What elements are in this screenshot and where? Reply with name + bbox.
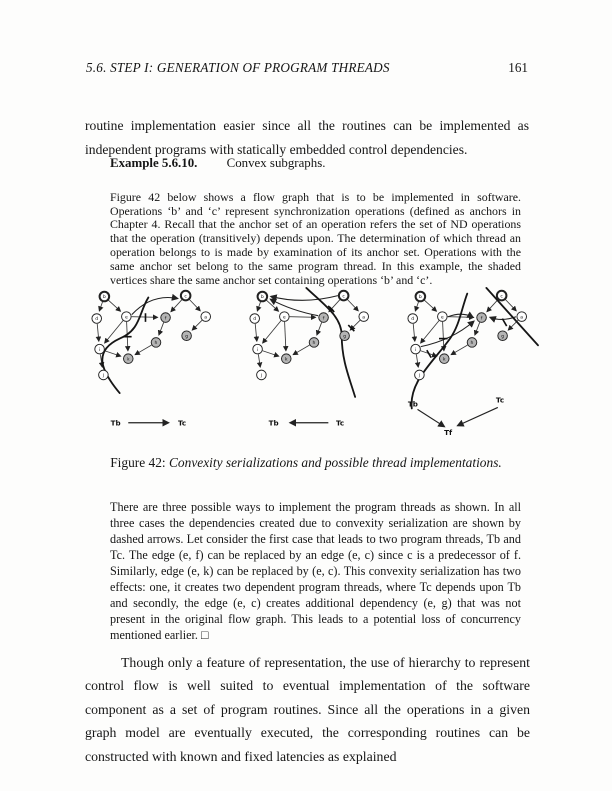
edge-f-h: [475, 322, 480, 334]
figure-caption: [0, 455, 612, 471]
node-label-g: g: [185, 334, 189, 340]
node-label-b: b: [102, 295, 106, 301]
node-label-d: d: [253, 317, 257, 323]
example-discussion: There are three possible ways to implement the program threads as shown. In all three cases the dependencies created due to convexity serialization are shown by dashed arrows. Let consider the first case that leads to two program threads, Tb and Tc. The edge (e, f) can be replaced by an edge (e, c) since c is a predecessor of f. Similarly, edge (e, k) can be replaced by (e, c). This convexity serialization has two effects: one, it creates two dependent program threads, where Tc depends upon Tb and secondly, the edge (e, c) creates additional dependency (e, g) that was not present in the original flow graph. This leads to a potential loss of concurrency mentioned earlier. □: [110, 500, 521, 643]
thread-label-merged: Tf: [444, 428, 453, 438]
edge-d-i: [413, 324, 415, 341]
edge-c-f: [171, 299, 182, 311]
node-label-g: g: [501, 334, 505, 340]
thread-label-left: Tb: [110, 418, 121, 428]
edge-i-j: [258, 354, 260, 367]
node-label-k: k: [284, 357, 288, 363]
edge-d-i: [255, 324, 257, 341]
edge-b-d: [99, 301, 102, 310]
edge-c-a: [189, 299, 200, 310]
edge-i-k: [263, 351, 279, 356]
serialization-arrow-c-b: [271, 296, 338, 301]
node-label-k: k: [442, 357, 446, 363]
thread-label-right: Tc: [177, 418, 187, 428]
node-label-d: d: [411, 317, 415, 323]
edge-c-a: [347, 299, 358, 310]
node-label-c: c: [500, 294, 503, 300]
edge-b-e: [266, 300, 278, 311]
node-label-f: f: [322, 316, 325, 322]
edge-i-k: [105, 351, 121, 356]
node-label-d: d: [95, 317, 99, 323]
node-label-f: f: [480, 316, 483, 322]
node-label-h: h: [154, 341, 158, 347]
page-header: [86, 60, 528, 76]
node-label-j: j: [418, 373, 421, 379]
page-number: 161: [508, 60, 528, 75]
node-label-i: i: [256, 347, 259, 353]
edge-h-k: [451, 345, 467, 354]
edge-b-e: [424, 300, 436, 311]
node-label-h: h: [312, 341, 316, 347]
thread-merge-arrow-right: [458, 407, 498, 425]
edge-e-i: [421, 321, 439, 343]
node-label-k: k: [126, 357, 130, 363]
node-label-a: a: [362, 315, 366, 321]
edge-f-h: [317, 322, 322, 334]
edge-h-k: [135, 345, 151, 354]
edge-c-f: [487, 299, 498, 311]
example-body: Figure 42 below shows a flow graph that is to be implemented in software. Operations ‘b’ and ‘c’ represent synchronization operations (defined as anchors in Chapter 4. Recall that the anchor set of an operation refers the set of ND operations that the operation (transitively) depends upon. The determination of which thread an operation belongs to is made by examination of its anchor set. Operations with the same anchor set belong to the same program thread. In this example, the shaded vertices share the same anchor set containing operations ‘b’ and ‘c’.: [110, 189, 521, 287]
edge-e-f: [132, 317, 158, 318]
edge-i-j: [416, 354, 418, 367]
edge-d-i: [97, 324, 99, 341]
flow-graph-case-2: [246, 286, 404, 439]
edge-f-h: [159, 322, 164, 334]
edge-e-i: [263, 321, 281, 343]
node-label-c: c: [184, 294, 187, 300]
node-label-c: c: [342, 294, 345, 300]
node-label-b: b: [418, 295, 422, 301]
edge-b-d: [415, 301, 418, 310]
node-label-e: e: [282, 315, 286, 321]
example-heading: [110, 156, 521, 171]
node-label-e: e: [440, 315, 444, 321]
intro-paragraph: routine implementation easier since all the routines can be implemented as independent programs with statically embedded control dependencies.: [85, 117, 529, 158]
node-label-j: j: [102, 373, 105, 379]
serialization-arrow-f-b: [271, 299, 319, 315]
node-label-a: a: [204, 315, 208, 321]
node-label-f: f: [164, 316, 167, 322]
node-label-b: b: [260, 295, 264, 301]
edge-b-d: [257, 301, 260, 310]
node-label-h: h: [470, 341, 474, 347]
edge-c-a: [505, 299, 516, 310]
edge-a-g: [192, 320, 202, 330]
node-label-e: e: [124, 315, 128, 321]
node-label-a: a: [520, 315, 524, 321]
edge-b-e: [108, 300, 120, 311]
thread-merge-arrow-left: [417, 409, 444, 426]
thread-label-right: Tc: [335, 418, 345, 428]
convexity-cut-line-1: [486, 288, 538, 345]
closing-paragraph: Though only a feature of representation, the use of hierarchy to represent control flow is well suited to eventual implementation of the software component as a set of program routines. Since all the operations in a given graph model are eventually executed, the corresponding routines can be constructed with known and fixed latencies as explained: [85, 654, 530, 764]
example-label: Example 5.6.10.: [110, 156, 198, 170]
figure-caption-text: Convexity serializations and possible thread implementations.: [169, 455, 502, 470]
serialization-arrow-e-c: [132, 297, 178, 314]
thread-label-left: Tb: [407, 399, 418, 409]
edge-e-i: [105, 321, 123, 343]
example-title: Convex subgraphs.: [226, 156, 326, 170]
edge-e-f: [290, 317, 316, 318]
cut-edge-tick: [348, 325, 354, 331]
node-label-j: j: [260, 373, 263, 379]
node-label-i: i: [98, 347, 101, 353]
thread-label-left: Tb: [268, 418, 279, 428]
figure-caption-prefix: Figure 42:: [110, 455, 169, 470]
edge-h-k: [293, 345, 309, 354]
node-label-g: g: [343, 334, 347, 340]
thread-label-right: Tc: [495, 395, 505, 405]
running-section-title: 5.6. STEP I: GENERATION OF PROGRAM THREADS: [86, 60, 390, 75]
node-label-i: i: [414, 347, 417, 353]
figure-row: [88, 286, 562, 439]
edge-e-k: [285, 322, 286, 351]
flow-graph-case-1: [88, 286, 246, 439]
flow-graph-case-3: [404, 286, 562, 439]
